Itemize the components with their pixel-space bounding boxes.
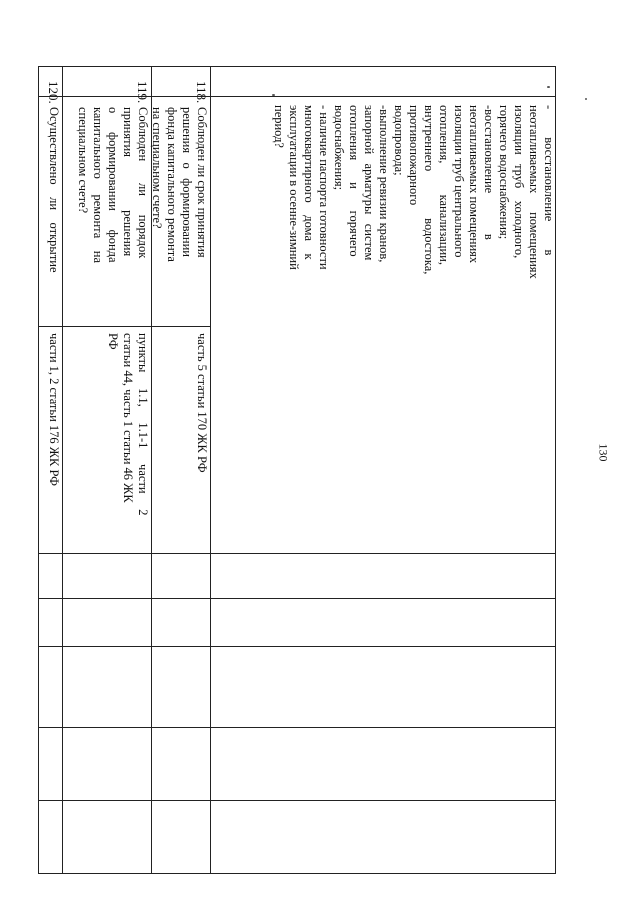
text-line: РФ	[106, 333, 120, 350]
text-line: -восстановление в	[482, 105, 496, 240]
row-120-number: 120.	[46, 81, 61, 104]
text-line: специальном счете?	[76, 107, 90, 214]
text-line: водопровода;	[392, 105, 406, 176]
text-line: внутреннего водостока,	[422, 105, 436, 275]
text-line: отопления, канализации,	[437, 105, 451, 265]
text-line: отопления и горячего	[347, 105, 361, 257]
text-line: изоляции труб центрального	[452, 105, 466, 258]
text-line: капитального ремонта на	[91, 107, 105, 264]
column-divider	[39, 727, 555, 728]
text-line: многоквартирного дома к	[302, 105, 316, 260]
text-line: на специальном счете?	[150, 107, 164, 229]
row-120-reference	[46, 333, 61, 553]
text-line: противопожарного	[407, 105, 421, 206]
text-line: принятия решения	[121, 107, 135, 257]
text-line: о формировании фонда	[106, 107, 120, 263]
text-line: неотапливаемых помещениях	[527, 105, 541, 279]
page-number: 130	[596, 443, 611, 462]
text-line: статьи 44, часть 1 статьи 46 ЖК	[121, 333, 135, 503]
text-line: период?	[272, 105, 286, 148]
row-120-question	[46, 107, 61, 327]
column-divider	[39, 800, 555, 801]
text-line: -выполнение ревизии кранов,	[377, 105, 391, 263]
row-119-number: 119.	[135, 81, 150, 104]
row-118-number: 118.	[194, 81, 209, 104]
text-line: - восстановление в	[542, 105, 556, 256]
text-line: - наличие паспорта готовности	[317, 105, 331, 270]
row-118-question	[149, 107, 209, 327]
text-line: изоляции труб холодного,	[512, 105, 526, 259]
column-divider	[39, 646, 555, 647]
row-119-question	[75, 107, 150, 327]
text-line: часть 5 статьи 170 ЖК РФ	[195, 333, 209, 473]
text-line: горячего водоснабжения;	[497, 105, 511, 240]
text-line: Соблюден ли порядок	[136, 107, 150, 259]
row-divider	[210, 67, 211, 873]
scan-speck	[585, 98, 587, 100]
requirements-table	[38, 66, 556, 874]
scan-speck	[272, 94, 275, 96]
row-continuation-question	[271, 105, 556, 345]
text-line: части 1, 2 статьи 176 ЖК РФ	[47, 333, 61, 487]
row-118-reference	[194, 333, 209, 553]
text-line: решения о формировании	[180, 107, 194, 257]
text-line: фонда капитального ремонта	[165, 107, 179, 262]
text-line: эксплуатации в осенне-зимний	[287, 105, 301, 270]
text-line: водоснабжения;	[332, 105, 346, 191]
text-line: неотапливаемых помещениях	[467, 105, 481, 264]
scan-speck	[547, 86, 550, 88]
column-divider	[39, 598, 555, 599]
text-line: пункты 1.1, 1.1-1 части 2	[136, 333, 150, 516]
column-divider	[39, 96, 555, 97]
text-line: Осуществлено ли открытие	[47, 107, 61, 273]
text-line: запорной арматуры систем	[362, 105, 376, 261]
row-119-reference	[105, 333, 150, 558]
text-line: Соблюден ли срок принятия	[195, 107, 209, 258]
row-divider	[62, 67, 63, 873]
